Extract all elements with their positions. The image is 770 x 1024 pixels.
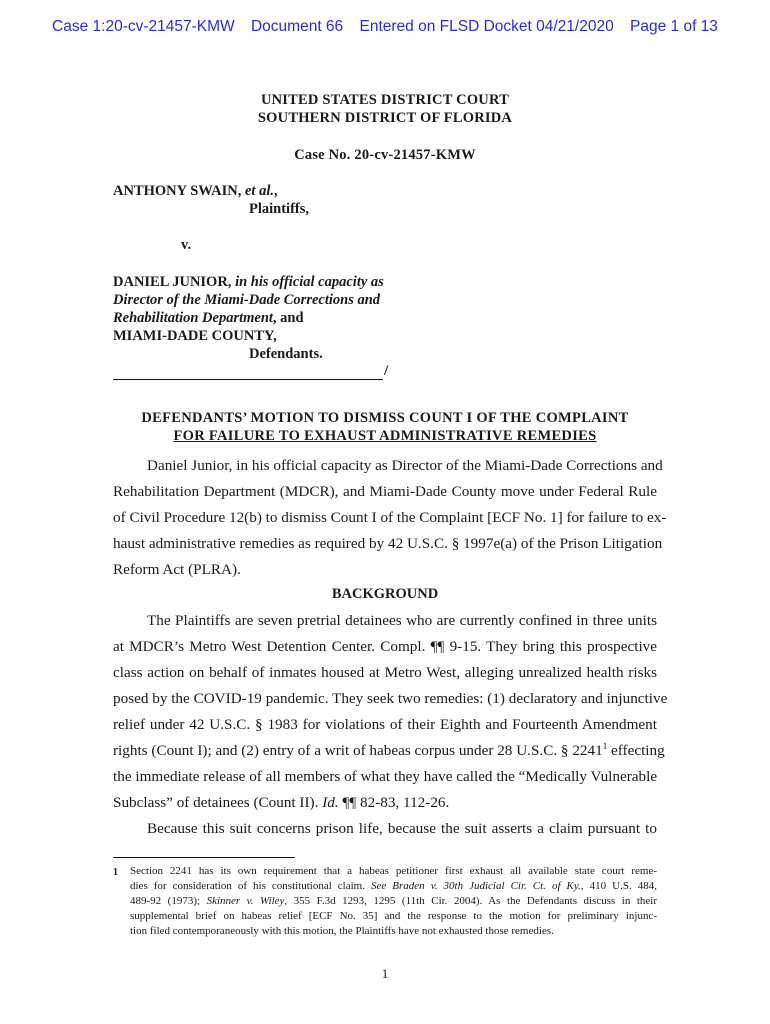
docket-header — [0, 18, 770, 36]
docket-document-number: Document 66 — [250, 18, 344, 35]
motion-title-line1: DEFENDANTS’ MOTION TO DISMISS COUNT I OF THE COMPLAINT — [141, 410, 629, 426]
background-heading: BACKGROUND — [331, 586, 439, 602]
background-line-7: the immediate release of all members of what they have called the “Medically Vulnerable — [113, 768, 658, 785]
intro-line-4: haust administrative remedies as required by 42 U.S.C. § 1997e(a) of the Prison Litigation — [113, 535, 663, 552]
footnote-number: 1 — [113, 867, 118, 878]
background-line-8: Subclass” of detainees (Count II). Id. ¶¶ 82-83, 112-26. — [113, 794, 450, 811]
motion-title-line2: FOR FAILURE TO EXHAUST ADMINISTRATIVE REMEDIES — [173, 428, 597, 444]
intro-line-5: Reform Act (PLRA). — [113, 561, 241, 578]
footnote-line-1: Section 2241 has its own requirement that a habeas petitioner first exhaust all available state court reme- — [130, 865, 657, 877]
versus: v. — [181, 237, 192, 253]
footnote-line-3: 489-92 (1973); Skinner v. Wiley, 355 F.3d 1293, 1295 (11th Cir. 2004). As the Defendants discuss in their — [130, 895, 657, 907]
defendant2-name: MIAMI-DADE COUNTY, — [113, 328, 277, 344]
background-line-5: relief under 42 U.S.C. § 1983 for violations of their Eighth and Fourteenth Amendment — [113, 716, 657, 733]
background-line-1: The Plaintiffs are seven pretrial detainees who are currently confined in three units — [147, 612, 657, 629]
background-line-2: at MDCR’s Metro West Detention Center. Compl. ¶¶ 9-15. They bring this prospective — [113, 638, 657, 655]
background-line-6: rights (Count I); and (2) entry of a writ of habeas corpus under 28 U.S.C. § 2241$^1$ effecting — [113, 740, 665, 759]
court-district: SOUTHERN DISTRICT OF FLORIDA — [257, 110, 513, 126]
defendant1-line2: Director of the Miami-Dade Corrections and — [113, 292, 381, 308]
case-number: Case No. 20-cv-21457-KMW — [294, 147, 476, 163]
page-number: 1 — [381, 966, 389, 981]
plaintiff-role: Plaintiffs, — [249, 201, 310, 217]
docket-case-number: Case 1:20-cv-21457-KMW — [52, 18, 235, 35]
paragraph-3-line-1: Because this suit concerns prison life, because the suit asserts a claim pursuant to — [147, 820, 657, 837]
caption-slash: / — [384, 363, 389, 379]
intro-line-2: Rehabilitation Department (MDCR), and Miami-Dade County move under Federal Rule — [113, 483, 657, 500]
footnote-rule — [113, 857, 295, 858]
footnote-line-5: tion filed contemporaneously with this motion, the Plaintiffs have not exhausted those remedies. — [130, 925, 554, 937]
defendant1-line3: Rehabilitation Department, and — [113, 310, 304, 326]
court-name: UNITED STATES DISTRICT COURT — [260, 92, 510, 108]
docket-entry-date: Entered on FLSD Docket 04/21/2020 — [359, 18, 614, 35]
footnote-ref-1: 1 — [602, 740, 608, 751]
footnote-line-2: dies for consideration of his constitutional claim. See Braden v. 30th Judicial Cir. Ct. of Ky., 410 U.S. 484, — [130, 880, 658, 892]
defendant-role: Defendants. — [249, 346, 323, 362]
background-line-4: posed by the COVID-19 pandemic. They seek two remedies: (1) declaratory and injunctive — [113, 690, 668, 707]
intro-line-1: Daniel Junior, in his official capacity as Director of the Miami-Dade Corrections and — [147, 457, 663, 474]
docket-page-count: Page 1 of 13 — [630, 18, 718, 35]
plaintiff-name: ANTHONY SWAIN, et al., — [113, 183, 278, 199]
intro-line-3: of Civil Procedure 12(b) to dismiss Count I of the Complaint [ECF No. 1] for failure to ex- — [113, 509, 667, 526]
plaintiff-etal: et al. — [245, 183, 274, 199]
signature-rule — [113, 379, 383, 380]
background-line-3: class action on behalf of inmates housed at Metro West, alleging unrealized health risks — [113, 664, 657, 681]
defendant1-line1: DANIEL JUNIOR, in his official capacity as — [113, 274, 384, 290]
footnote-line-4: supplemental brief on habeas relief [ECF No. 35] and the response to the motion for preliminary injunc- — [130, 910, 657, 922]
